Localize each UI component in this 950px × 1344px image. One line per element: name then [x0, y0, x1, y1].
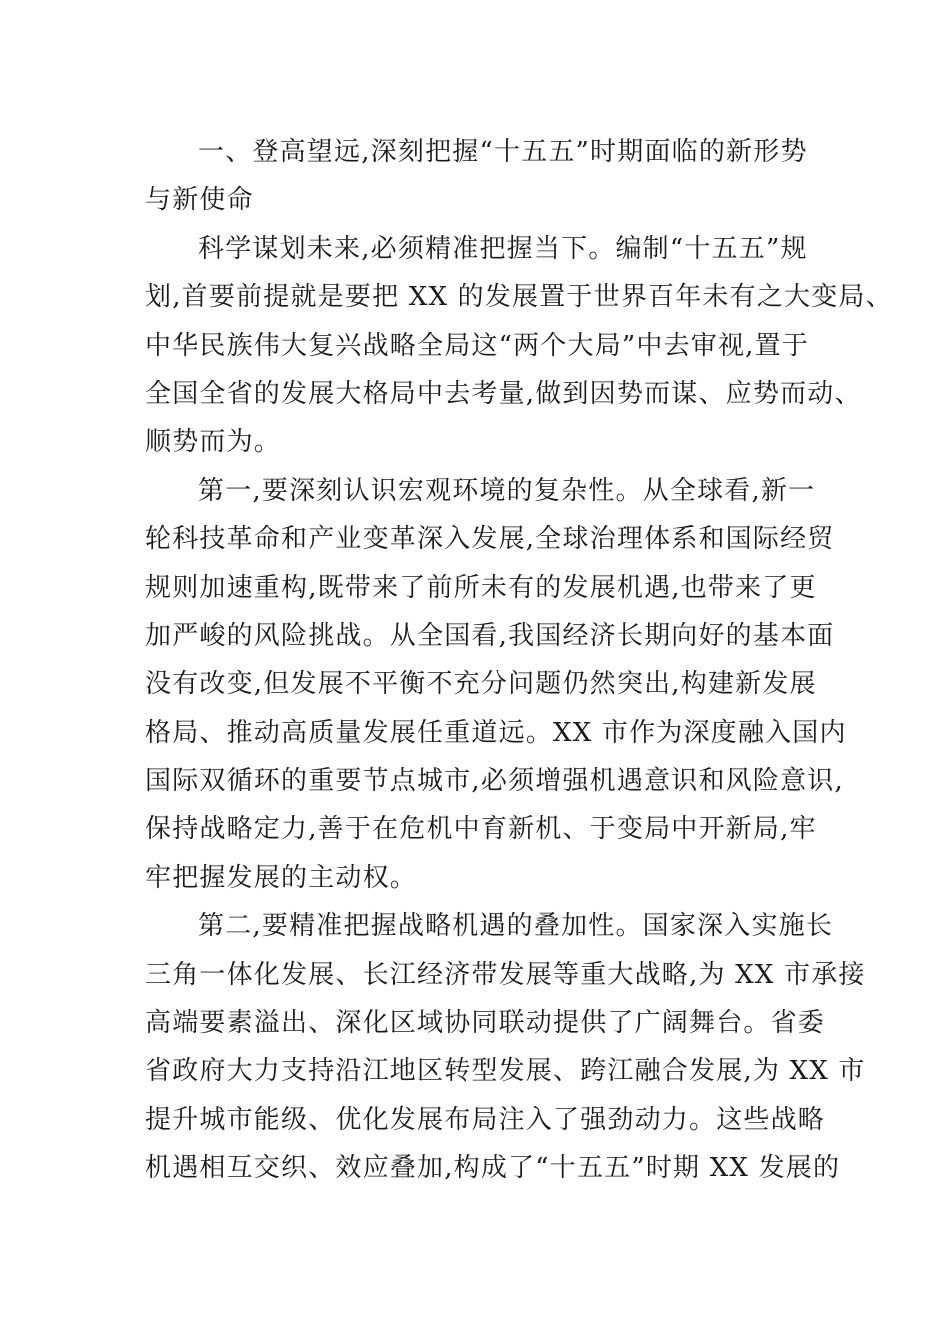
paragraph-3-line-6: 机遇相互交织、效应叠加,构成了“十五五”时期 XX 发展的 [145, 1153, 841, 1184]
paragraph-1-line-1: 科学谋划未来,必须精准把握当下。编制“十五五”规 [198, 233, 808, 264]
document-body [145, 128, 893, 1193]
paragraph-2-line-3: 规则加速重构,既带来了前所未有的发展机遇,也带来了更 [145, 572, 817, 603]
paragraph-3-line-5: 提升城市能级、优化发展布局注入了强劲动力。这些战略 [145, 1104, 826, 1135]
paragraph-1-line-5: 顺势而为。 [145, 427, 282, 458]
section-heading-line-1: 一、登高望远,深刻把握“十五五”时期面临的新形势 [198, 137, 808, 167]
paragraph-2-line-7: 国际双循环的重要节点城市,必须增强机遇意识和风险意识, [145, 766, 844, 797]
paragraph-2-line-9: 牢把握发展的主动权。 [145, 862, 418, 893]
paragraph-1-line-3: 中华民族伟大复兴战略全局这“两个大局”中去审视,置于 [145, 330, 810, 361]
paragraph-2-line-8: 保持战略定力,善于在危机中育新机、于变局中开新局,牢 [145, 814, 817, 845]
paragraph-3-line-3: 高端要素溢出、深化区域协同联动提供了广阔舞台。省委 [145, 1008, 826, 1039]
section-heading-line-2: 与新使命 [145, 185, 254, 216]
paragraph-2-line-1: 第一,要深刻认识宏观环境的复杂性。从全球看,新一 [198, 475, 816, 506]
paragraph-1-line-4: 全国全省的发展大格局中去考量,做到因势而谋、应势而动、 [145, 378, 862, 409]
paragraph-1-line-2: 划,首要前提就是要把 XX 的发展置于世界百年未有之大变局、 [145, 282, 893, 313]
paragraph-3-line-2: 三角一体化发展、长江经济带发展等重大战略,为 XX 市承接 [145, 959, 866, 990]
paragraph-2-line-5: 没有改变,但发展不平衡不充分问题仍然突出,构建新发展 [145, 669, 817, 700]
paragraph-2-line-6: 格局、推动高质量发展任重道远。XX 市作为深度融入国内 [145, 717, 847, 748]
paragraph-3-line-4: 省政府大力支持沿江地区转型发展、跨江融合发展,为 XX 市 [145, 1056, 866, 1087]
paragraph-3-line-1: 第二,要精准把握战略机遇的叠加性。国家深入实施长 [198, 911, 834, 942]
paragraph-2-line-2: 轮科技革命和产业变革深入发展,全球治理体系和国际经贸 [145, 524, 835, 555]
paragraph-2-line-4: 加严峻的风险挑战。从全国看,我国经济长期向好的基本面 [145, 620, 835, 651]
